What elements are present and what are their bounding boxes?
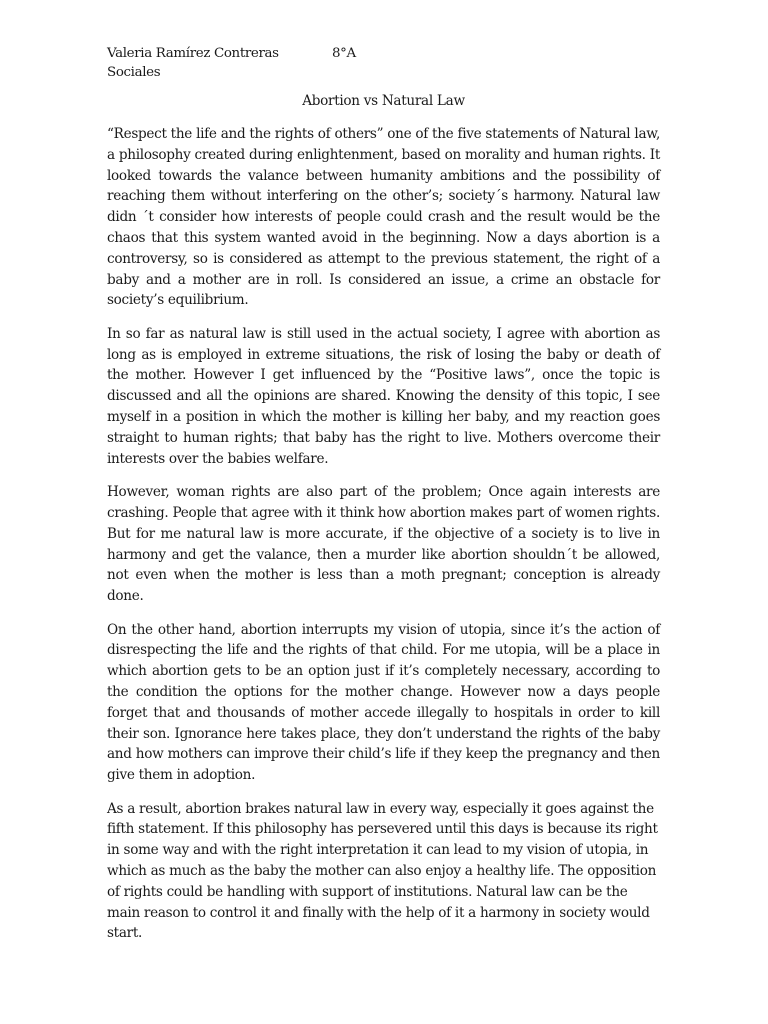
paragraph-4: On the other hand, abortion interrupts my vision of utopia, since it’s the action of disrespecting the life and the rights of that child. For me utopia, will be a place in which abortion gets to be an option just if it’s completely necessary, according to the condition the options for the mother change. However now a days people forget that and thousands of mother accede illegally to hospitals in order to kill their son. Ignorance here takes place, they don’t understand the rights of the baby and how mothers can improve their child’s life if they keep the pregnancy and then give them in adoption.: [107, 621, 660, 784]
subject-label: Sociales: [107, 65, 161, 80]
paragraph-2: In so far as natural law is still used in the actual society, I agree with abortion as long as is employed in extreme situations, the risk of losing the baby or death of the mother. However I get influenced by the “Positive laws”, once the topic is discussed and all the opinions are shared. Knowing the density of this topic, I see myself in a position in which the mother is killing her baby, and my reaction goes straight to human rights; that baby has the right to live. Mothers overcome their interests over the babies welfare.: [107, 325, 660, 467]
document-title: Abortion vs Natural Law: [302, 93, 465, 109]
student-grade: 8°A: [332, 46, 356, 61]
essay-body: [107, 124, 660, 957]
header-row: [107, 44, 407, 63]
document-header: [107, 44, 407, 82]
paragraph-3: However, woman rights are also part of the problem; Once again interests are crashing. People that agree with it think how abortion makes part of women rights. But for me natural law is more accurate, if the objective of a society is to live in harmony and get the valance, then a murder like abortion shouldn´t be allowed, not even when the mother is less than a moth pregnant; conception is already done.: [107, 484, 660, 605]
paragraph-5: As a result, abortion brakes natural law in every way, especially it goes against the fifth statement. If this philosophy has persevered until this days is because its right in some way and with the right interpretation it can lead to my vision of utopia, in which as much as the baby the mother can also enjoy a healthy life. The opposition of rights could be handling with support of institutions. Natural law can be the main reason to control it and finally with the help of it a harmony in society would start.: [107, 800, 658, 942]
student-name: Valeria Ramírez Contreras: [107, 46, 279, 61]
paragraph-1: “Respect the life and the rights of others” one of the five statements of Natural law, a philosophy created during enlightenment, based on morality and human rights. It looked towards the valance between humanity ambitions and the possibility of reaching them without interfering on the other’s; society´s harmony. Natural law didn ´t consider how interests of people could crash and the result would be the chaos that this system wanted avoid in the beginning. Now a days abortion is a controversy, so is considered as attempt to the previous statement, the right of a baby and a mother are in roll. Is considered an issue, a crime an obstacle for society’s equilibrium.: [107, 126, 660, 309]
